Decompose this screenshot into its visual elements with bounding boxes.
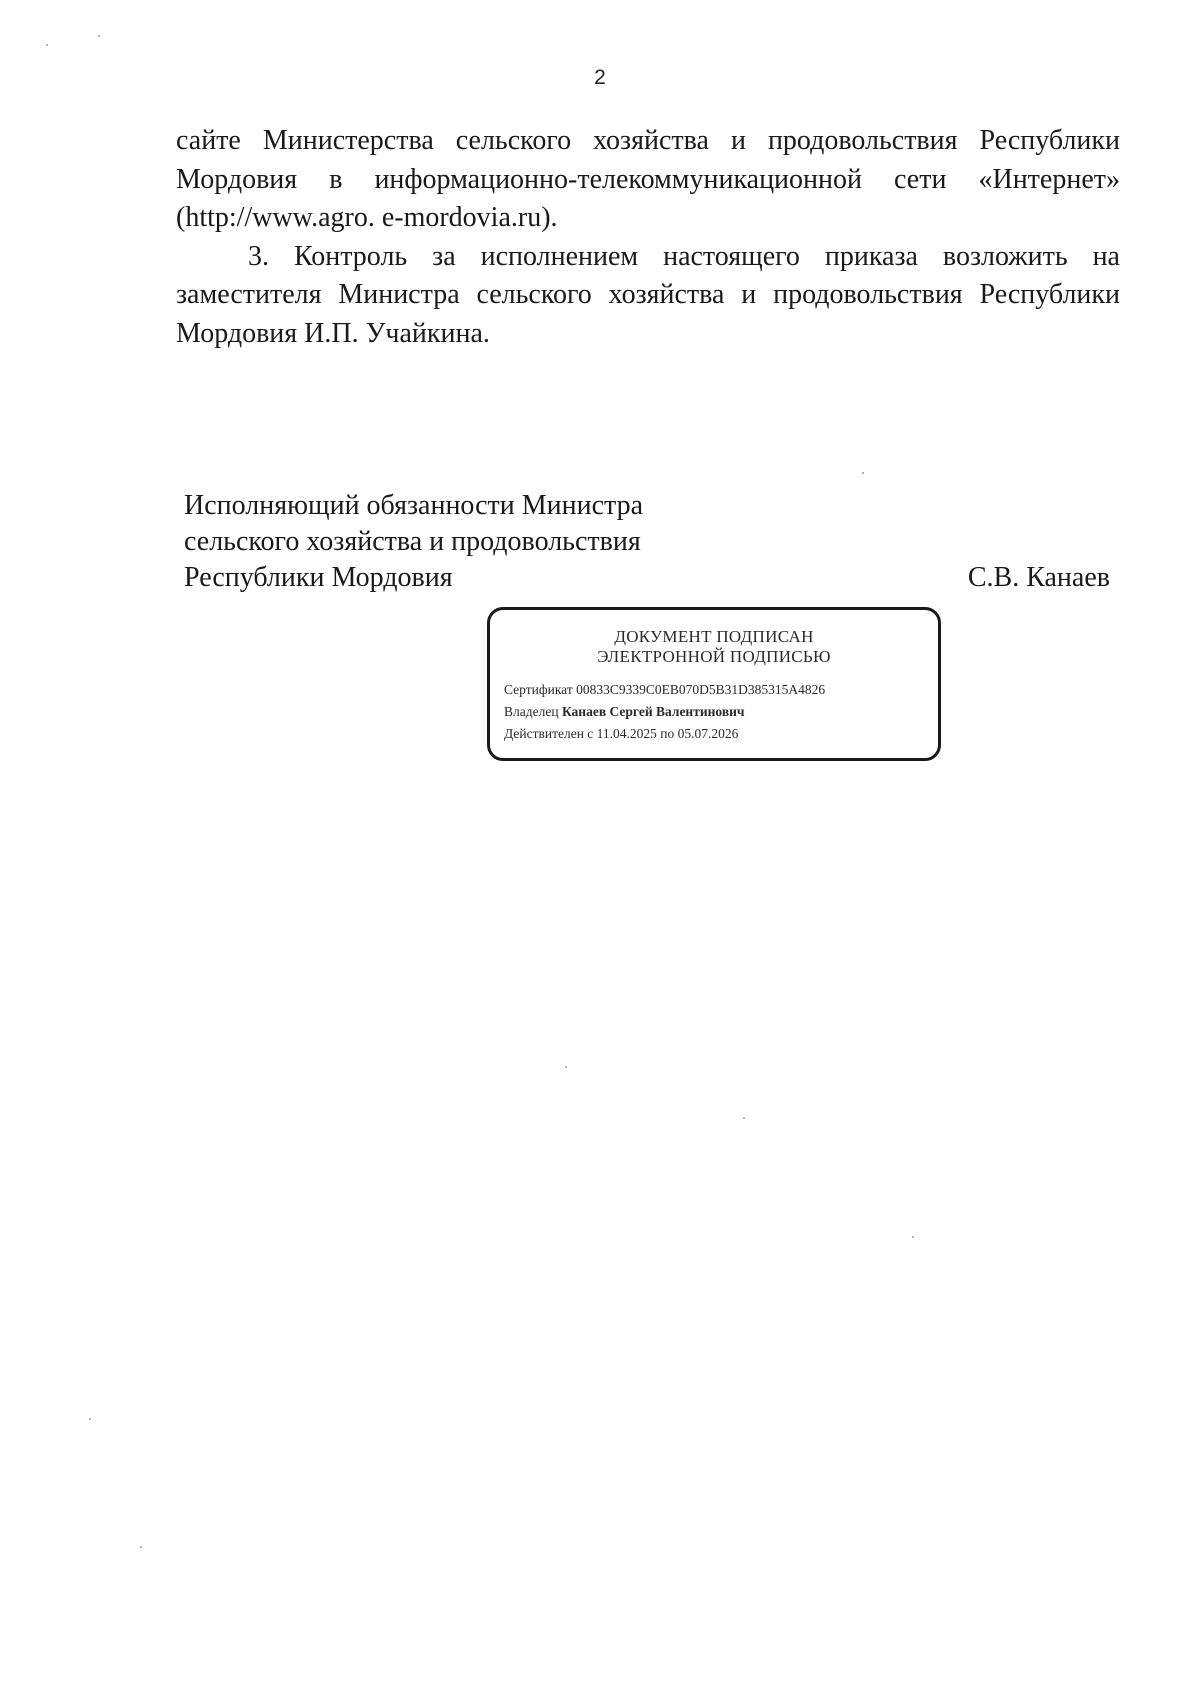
text-line: 3. Контроль за исполнением настоящего приказа возложить на bbox=[248, 240, 1120, 272]
owner-label: Владелец bbox=[504, 704, 559, 719]
owner-value: Канаев Сергей Валентинович bbox=[561, 704, 745, 719]
position-line: Исполняющий обязанности Министра bbox=[184, 490, 644, 521]
stamp-title-line: ЭЛЕКТРОННОЙ ПОДПИСЬЮ bbox=[597, 647, 831, 666]
text-line: сайте Министерства сельского хозяйства и продовольствия Республики bbox=[176, 125, 1120, 156]
position-line: Республики Мордовия bbox=[184, 562, 453, 593]
valid-from: 11.04.2025 bbox=[596, 726, 657, 741]
body-text bbox=[176, 122, 1120, 353]
signatory-position bbox=[184, 488, 643, 596]
text-line: Мордовия в информационно-телекоммуникационной сети «Интернет» bbox=[176, 163, 1120, 195]
scan-speck bbox=[89, 1418, 91, 1420]
scan-speck bbox=[912, 1236, 914, 1238]
signatory-name: С.В. Канаев bbox=[967, 562, 1110, 593]
scan-speck bbox=[743, 1117, 745, 1119]
certificate-value: 00833C9339C0EB070D5B31D385315A4826 bbox=[576, 682, 826, 697]
valid-to-label: по bbox=[660, 726, 675, 741]
stamp-details bbox=[504, 679, 938, 745]
stamp-owner bbox=[504, 701, 938, 723]
stamp-title-line: ДОКУМЕНТ ПОДПИСАН bbox=[614, 627, 814, 646]
scan-speck bbox=[862, 472, 864, 474]
scan-speck bbox=[98, 35, 100, 37]
scan-speck bbox=[46, 44, 48, 46]
text-line: заместителя Министра сельского хозяйства и продовольствия Республики bbox=[176, 279, 1120, 310]
scan-speck bbox=[140, 1546, 142, 1548]
text-line: (http://www.agro. e-mordovia.ru). bbox=[176, 202, 558, 233]
valid-to: 05.07.2026 bbox=[677, 726, 739, 741]
text-line: Мордовия И.П. Учайкина. bbox=[176, 317, 490, 349]
page-number: 2 bbox=[594, 66, 606, 89]
paragraph-item-3 bbox=[176, 238, 1120, 354]
stamp-certificate bbox=[504, 679, 938, 701]
position-line: сельского хозяйства и продовольствия bbox=[184, 526, 641, 557]
valid-label: Действителен с bbox=[504, 726, 594, 741]
electronic-signature-stamp bbox=[487, 607, 941, 761]
paragraph-continued bbox=[176, 122, 1120, 238]
stamp-validity bbox=[504, 723, 938, 745]
stamp-title bbox=[490, 627, 938, 667]
certificate-label: Сертификат bbox=[504, 682, 573, 697]
scan-speck bbox=[565, 1066, 567, 1068]
